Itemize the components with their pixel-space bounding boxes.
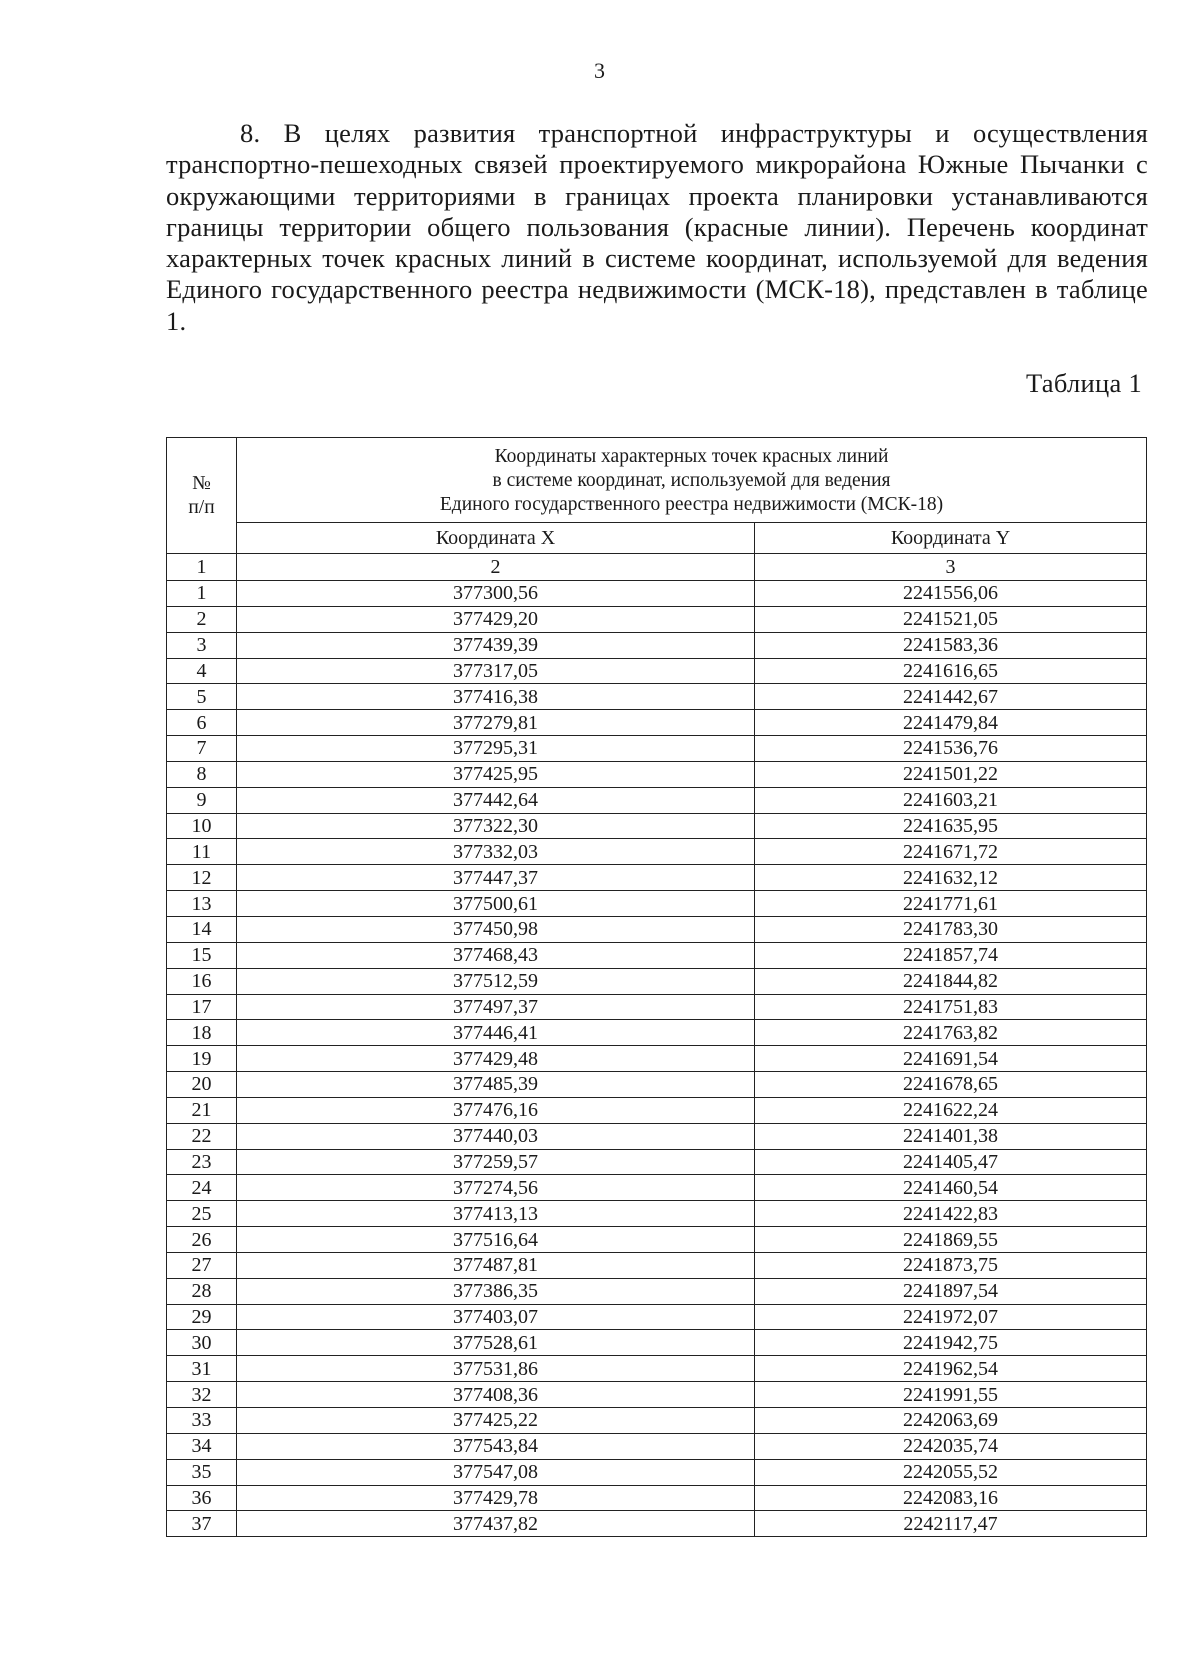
coordinate-y-cell: 2241942,75: [755, 1330, 1147, 1356]
coordinate-y-cell: 2241422,83: [755, 1201, 1147, 1227]
row-number-cell: 37: [167, 1511, 237, 1537]
coordinate-y-cell: 2242035,74: [755, 1433, 1147, 1459]
coordinates-table: [166, 437, 1147, 1537]
coordinate-x-cell: 377332,03: [237, 839, 755, 865]
coordinate-y-cell: 2241556,06: [755, 581, 1147, 607]
coordinate-y-cell: 2242055,52: [755, 1459, 1147, 1485]
row-number-cell: 30: [167, 1330, 237, 1356]
table-row: [167, 1252, 1147, 1278]
coordinate-y-cell: 2241536,76: [755, 736, 1147, 762]
coordinate-y-cell: 2241691,54: [755, 1046, 1147, 1072]
row-number-cell: 24: [167, 1175, 237, 1201]
row-number-cell: 3: [167, 632, 237, 658]
header-coordinates-line-3: Единого государственного реестра недвижимости (МСК-18): [439, 494, 944, 515]
coordinate-x-cell: 377446,41: [237, 1020, 755, 1046]
coordinate-y-cell: 2241635,95: [755, 813, 1147, 839]
table-subheader-row: [167, 523, 1147, 554]
table-row: [167, 916, 1147, 942]
table-row: [167, 1382, 1147, 1408]
page-number: 3: [594, 58, 606, 83]
coordinate-x-cell: 377447,37: [237, 865, 755, 891]
coordinate-y-cell: 2241962,54: [755, 1356, 1147, 1382]
table-row: [167, 1020, 1147, 1046]
coordinate-y-cell: 2242063,69: [755, 1408, 1147, 1434]
coordinate-y-cell: 2241501,22: [755, 761, 1147, 787]
row-number-cell: 35: [167, 1459, 237, 1485]
table-row: [167, 1278, 1147, 1304]
row-number-cell: 21: [167, 1097, 237, 1123]
coordinate-x-cell: 377437,82: [237, 1511, 755, 1537]
coordinate-x-cell: 377487,81: [237, 1252, 755, 1278]
coordinate-x-cell: 377450,98: [237, 916, 755, 942]
row-number-cell: 17: [167, 994, 237, 1020]
table-row: [167, 891, 1147, 917]
table-row: [167, 787, 1147, 813]
coordinate-x-cell: 377279,81: [237, 710, 755, 736]
row-number-cell: 14: [167, 916, 237, 942]
coordinate-x-cell: 377317,05: [237, 658, 755, 684]
coordinate-x-cell: 377295,31: [237, 736, 755, 762]
table-row: [167, 1459, 1147, 1485]
row-number-cell: 31: [167, 1356, 237, 1382]
coordinate-x-cell: 377322,30: [237, 813, 755, 839]
coordinate-y-cell: 2241460,54: [755, 1175, 1147, 1201]
row-number-cell: 22: [167, 1123, 237, 1149]
table-row: [167, 1227, 1147, 1253]
coordinate-x-cell: 377516,64: [237, 1227, 755, 1253]
table-row: [167, 839, 1147, 865]
table-row: [167, 1149, 1147, 1175]
coordinate-y-cell: 2241873,75: [755, 1252, 1147, 1278]
coordinate-x-cell: 377442,64: [237, 787, 755, 813]
coordinate-x-cell: 377413,13: [237, 1201, 755, 1227]
coordinate-y-cell: 2241678,65: [755, 1072, 1147, 1098]
table-header-row: [167, 438, 1147, 523]
coordinate-x-cell: 377408,36: [237, 1382, 755, 1408]
row-number-cell: 18: [167, 1020, 237, 1046]
coordinate-y-cell: 2241897,54: [755, 1278, 1147, 1304]
coordinate-y-cell: 2241671,72: [755, 839, 1147, 865]
coordinate-x-cell: 377274,56: [237, 1175, 755, 1201]
table-row: [167, 1097, 1147, 1123]
coordinate-y-cell: 2241763,82: [755, 1020, 1147, 1046]
coordinate-y-cell: 2241632,12: [755, 865, 1147, 891]
coordinate-x-cell: 377429,48: [237, 1046, 755, 1072]
row-number-cell: 23: [167, 1149, 237, 1175]
table-row: [167, 684, 1147, 710]
row-number-cell: 19: [167, 1046, 237, 1072]
coordinate-y-cell: 2241869,55: [755, 1227, 1147, 1253]
row-number-cell: 34: [167, 1433, 237, 1459]
header-coordinates: [237, 438, 1147, 523]
body-paragraph: 8. В целях развития транспортной инфраструктуры и осуществления транспортно-пешеходных связей проектируемого микрорайона Южные Пычанки с окружающими территориями в границах проекта планировки устанавливаются границы территории общего пользования (красные линии). Перечень координат характерных точек красных линий в системе координат, используемой для ведения Единого государственного реестра недвижимости (МСК-18), представлен в таблице 1.: [166, 118, 1148, 336]
coordinate-x-cell: 377500,61: [237, 891, 755, 917]
row-number-cell: 20: [167, 1072, 237, 1098]
table-row: [167, 710, 1147, 736]
row-number-cell: 8: [167, 761, 237, 787]
coordinate-x-cell: 377416,38: [237, 684, 755, 710]
row-number-cell: 9: [167, 787, 237, 813]
table-row: [167, 1356, 1147, 1382]
row-number-cell: 13: [167, 891, 237, 917]
column-index-cell: 1: [167, 554, 237, 581]
table-row: [167, 761, 1147, 787]
row-number-cell: 2: [167, 606, 237, 632]
header-coordinates-line-2: в системе координат, используемой для ведения: [492, 470, 891, 491]
coordinate-x-cell: 377468,43: [237, 942, 755, 968]
header-y: Координата Y: [755, 523, 1147, 554]
coordinate-y-cell: 2241783,30: [755, 916, 1147, 942]
coordinate-y-cell: 2241771,61: [755, 891, 1147, 917]
row-number-cell: 12: [167, 865, 237, 891]
table-body: [167, 554, 1147, 1537]
column-index-cell: 3: [755, 554, 1147, 581]
coordinate-y-cell: 2241751,83: [755, 994, 1147, 1020]
column-index-cell: 2: [237, 554, 755, 581]
table-row: [167, 942, 1147, 968]
header-number: [167, 438, 237, 554]
row-number-cell: 15: [167, 942, 237, 968]
table-row: [167, 736, 1147, 762]
coordinate-x-cell: 377429,78: [237, 1485, 755, 1511]
table-row: [167, 1046, 1147, 1072]
coordinate-y-cell: 2241616,65: [755, 658, 1147, 684]
row-number-cell: 32: [167, 1382, 237, 1408]
coordinate-y-cell: 2241479,84: [755, 710, 1147, 736]
coordinate-x-cell: 377425,95: [237, 761, 755, 787]
coordinate-x-cell: 377547,08: [237, 1459, 755, 1485]
table-row: [167, 1330, 1147, 1356]
coordinate-x-cell: 377300,56: [237, 581, 755, 607]
row-number-cell: 36: [167, 1485, 237, 1511]
coordinate-y-cell: 2241844,82: [755, 968, 1147, 994]
coordinate-y-cell: 2241521,05: [755, 606, 1147, 632]
table-row: [167, 1485, 1147, 1511]
table-row: [167, 813, 1147, 839]
row-number-cell: 25: [167, 1201, 237, 1227]
coordinate-x-cell: 377440,03: [237, 1123, 755, 1149]
coordinate-x-cell: 377439,39: [237, 632, 755, 658]
table-row: [167, 1072, 1147, 1098]
header-number-abbrev: п/п: [188, 496, 215, 518]
coordinate-x-cell: 377476,16: [237, 1097, 755, 1123]
row-number-cell: 26: [167, 1227, 237, 1253]
coordinate-y-cell: 2242083,16: [755, 1485, 1147, 1511]
table-row: [167, 1304, 1147, 1330]
row-number-cell: 28: [167, 1278, 237, 1304]
table-row: [167, 606, 1147, 632]
table-row: [167, 1175, 1147, 1201]
coordinate-x-cell: 377497,37: [237, 994, 755, 1020]
row-number-cell: 4: [167, 658, 237, 684]
coordinate-x-cell: 377531,86: [237, 1356, 755, 1382]
row-number-cell: 27: [167, 1252, 237, 1278]
coordinate-y-cell: 2241583,36: [755, 632, 1147, 658]
row-number-cell: 6: [167, 710, 237, 736]
coordinate-y-cell: 2241405,47: [755, 1149, 1147, 1175]
table-row: [167, 1408, 1147, 1434]
coordinate-x-cell: 377259,57: [237, 1149, 755, 1175]
table-caption: Таблица 1: [1025, 368, 1142, 398]
row-number-cell: 16: [167, 968, 237, 994]
table-row: [167, 1123, 1147, 1149]
row-number-cell: 1: [167, 581, 237, 607]
coordinate-y-cell: 2241401,38: [755, 1123, 1147, 1149]
coordinate-y-cell: 2241622,24: [755, 1097, 1147, 1123]
table-row: [167, 632, 1147, 658]
coordinate-y-cell: 2241857,74: [755, 942, 1147, 968]
header-x: Координата X: [237, 523, 755, 554]
table-row: [167, 581, 1147, 607]
coordinate-x-cell: 377528,61: [237, 1330, 755, 1356]
coordinate-x-cell: 377403,07: [237, 1304, 755, 1330]
table-row: [167, 865, 1147, 891]
table-row: [167, 1201, 1147, 1227]
coordinate-y-cell: 2241603,21: [755, 787, 1147, 813]
row-number-cell: 11: [167, 839, 237, 865]
coordinate-x-cell: 377543,84: [237, 1433, 755, 1459]
table-row: [167, 658, 1147, 684]
row-number-cell: 29: [167, 1304, 237, 1330]
table-row: [167, 968, 1147, 994]
table-row: [167, 1511, 1147, 1537]
table-row: [167, 1433, 1147, 1459]
coordinate-y-cell: 2241991,55: [755, 1382, 1147, 1408]
coordinate-x-cell: 377429,20: [237, 606, 755, 632]
coordinate-y-cell: 2241972,07: [755, 1304, 1147, 1330]
row-number-cell: 7: [167, 736, 237, 762]
row-number-cell: 33: [167, 1408, 237, 1434]
table-row: [167, 994, 1147, 1020]
header-coordinates-line-1: Координаты характерных точек красных линий: [494, 446, 889, 467]
coordinate-x-cell: 377386,35: [237, 1278, 755, 1304]
coordinate-y-cell: 2241442,67: [755, 684, 1147, 710]
header-number-symbol: №: [192, 472, 211, 494]
column-index-row: [167, 554, 1147, 581]
coordinate-x-cell: 377425,22: [237, 1408, 755, 1434]
coordinate-y-cell: 2242117,47: [755, 1511, 1147, 1537]
row-number-cell: 5: [167, 684, 237, 710]
coordinate-x-cell: 377512,59: [237, 968, 755, 994]
row-number-cell: 10: [167, 813, 237, 839]
coordinate-x-cell: 377485,39: [237, 1072, 755, 1098]
